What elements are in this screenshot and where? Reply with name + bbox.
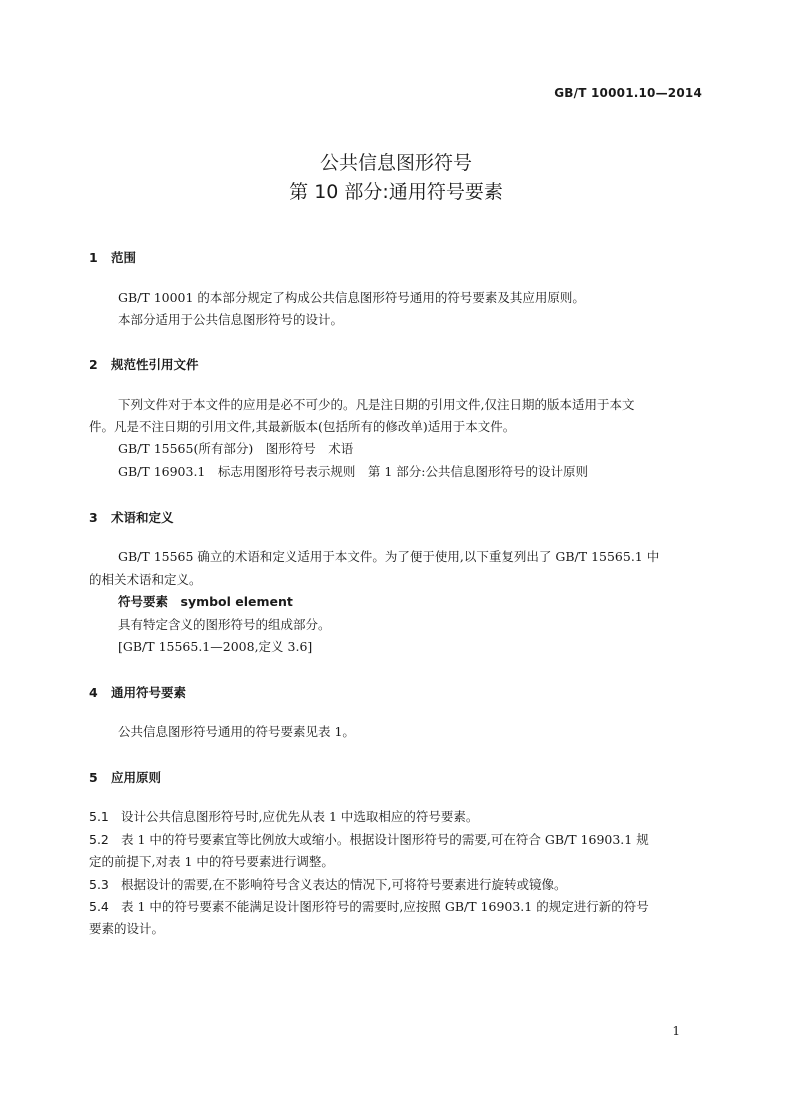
section-heading-5 bbox=[89, 768, 161, 786]
clause-text: 表 1 中的符号要素宜等比例放大或缩小。根据设计图形符号的需要,可在符合 GB/T 16903.1 规 bbox=[121, 832, 649, 847]
clause-text: 根据设计的需要,在不影响符号含义表达的情况下,可将符号要素进行旋转或镜像。 bbox=[121, 877, 567, 892]
paragraph-continuation: 件。凡是不注日期的引用文件,其最新版本(包括所有的修改单)适用于本文件。 bbox=[89, 419, 516, 434]
clause-continuation: 定的前提下,对表 1 中的符号要素进行调整。 bbox=[89, 854, 334, 869]
clause-number: 5.4 bbox=[89, 899, 109, 914]
section-title: 术语和定义 bbox=[111, 510, 174, 525]
section-heading-2 bbox=[89, 355, 199, 373]
section-number: 3 bbox=[89, 510, 98, 525]
document-title: 公共信息图形符号 bbox=[319, 152, 472, 174]
clause-5-2 bbox=[89, 832, 649, 848]
normative-reference: GB/T 15565(所有部分) 图形符号 术语 bbox=[118, 441, 354, 456]
clause-number: 5.2 bbox=[89, 832, 109, 847]
section-number: 5 bbox=[89, 770, 98, 785]
section-number: 4 bbox=[89, 685, 98, 700]
page-number: 1 bbox=[672, 1024, 680, 1038]
paragraph-continuation: 的相关术语和定义。 bbox=[89, 572, 202, 587]
section-heading-3 bbox=[89, 508, 174, 526]
section-title: 规范性引用文件 bbox=[111, 357, 199, 372]
section-heading-4 bbox=[89, 683, 186, 701]
term-entry: 符号要素 symbol element bbox=[118, 594, 293, 609]
paragraph: GB/T 10001 的本部分规定了构成公共信息图形符号通用的符号要素及其应用原则。 bbox=[118, 290, 585, 305]
term-source: [GB/T 15565.1—2008,定义 3.6] bbox=[118, 639, 313, 654]
paragraph: GB/T 15565 确立的术语和定义适用于本文件。为了便于使用,以下重复列出了 GB/T 15565.1 中 bbox=[118, 549, 660, 564]
clause-text: 设计公共信息图形符号时,应优先从表 1 中选取相应的符号要素。 bbox=[121, 809, 479, 824]
paragraph: 下列文件对于本文件的应用是必不可少的。凡是注日期的引用文件,仅注日期的版本适用于本文 bbox=[118, 397, 635, 412]
section-heading-1 bbox=[89, 248, 136, 266]
term-definition: 具有特定含义的图形符号的组成部分。 bbox=[118, 617, 331, 632]
paragraph: 本部分适用于公共信息图形符号的设计。 bbox=[118, 312, 344, 327]
clause-text: 表 1 中的符号要素不能满足设计图形符号的需要时,应按照 GB/T 16903.1 的规定进行新的符号 bbox=[121, 899, 649, 914]
section-number: 2 bbox=[89, 357, 98, 372]
section-number: 1 bbox=[89, 250, 98, 265]
section-title: 应用原则 bbox=[111, 770, 162, 785]
normative-reference: GB/T 16903.1 标志用图形符号表示规则 第 1 部分:公共信息图形符号的设计原则 bbox=[118, 464, 588, 479]
section-title: 通用符号要素 bbox=[111, 685, 187, 700]
standard-code: GB/T 10001.10—2014 bbox=[554, 86, 702, 100]
clause-continuation: 要素的设计。 bbox=[89, 921, 165, 936]
clause-number: 5.1 bbox=[89, 809, 109, 824]
clause-number: 5.3 bbox=[89, 877, 109, 892]
document-subtitle: 第 10 部分:通用符号要素 bbox=[289, 181, 503, 203]
clause-5-3 bbox=[89, 877, 566, 893]
clause-5-1 bbox=[89, 809, 478, 825]
clause-5-4 bbox=[89, 899, 649, 915]
section-title: 范围 bbox=[111, 250, 137, 265]
paragraph: 公共信息图形符号通用的符号要素见表 1。 bbox=[118, 724, 355, 739]
